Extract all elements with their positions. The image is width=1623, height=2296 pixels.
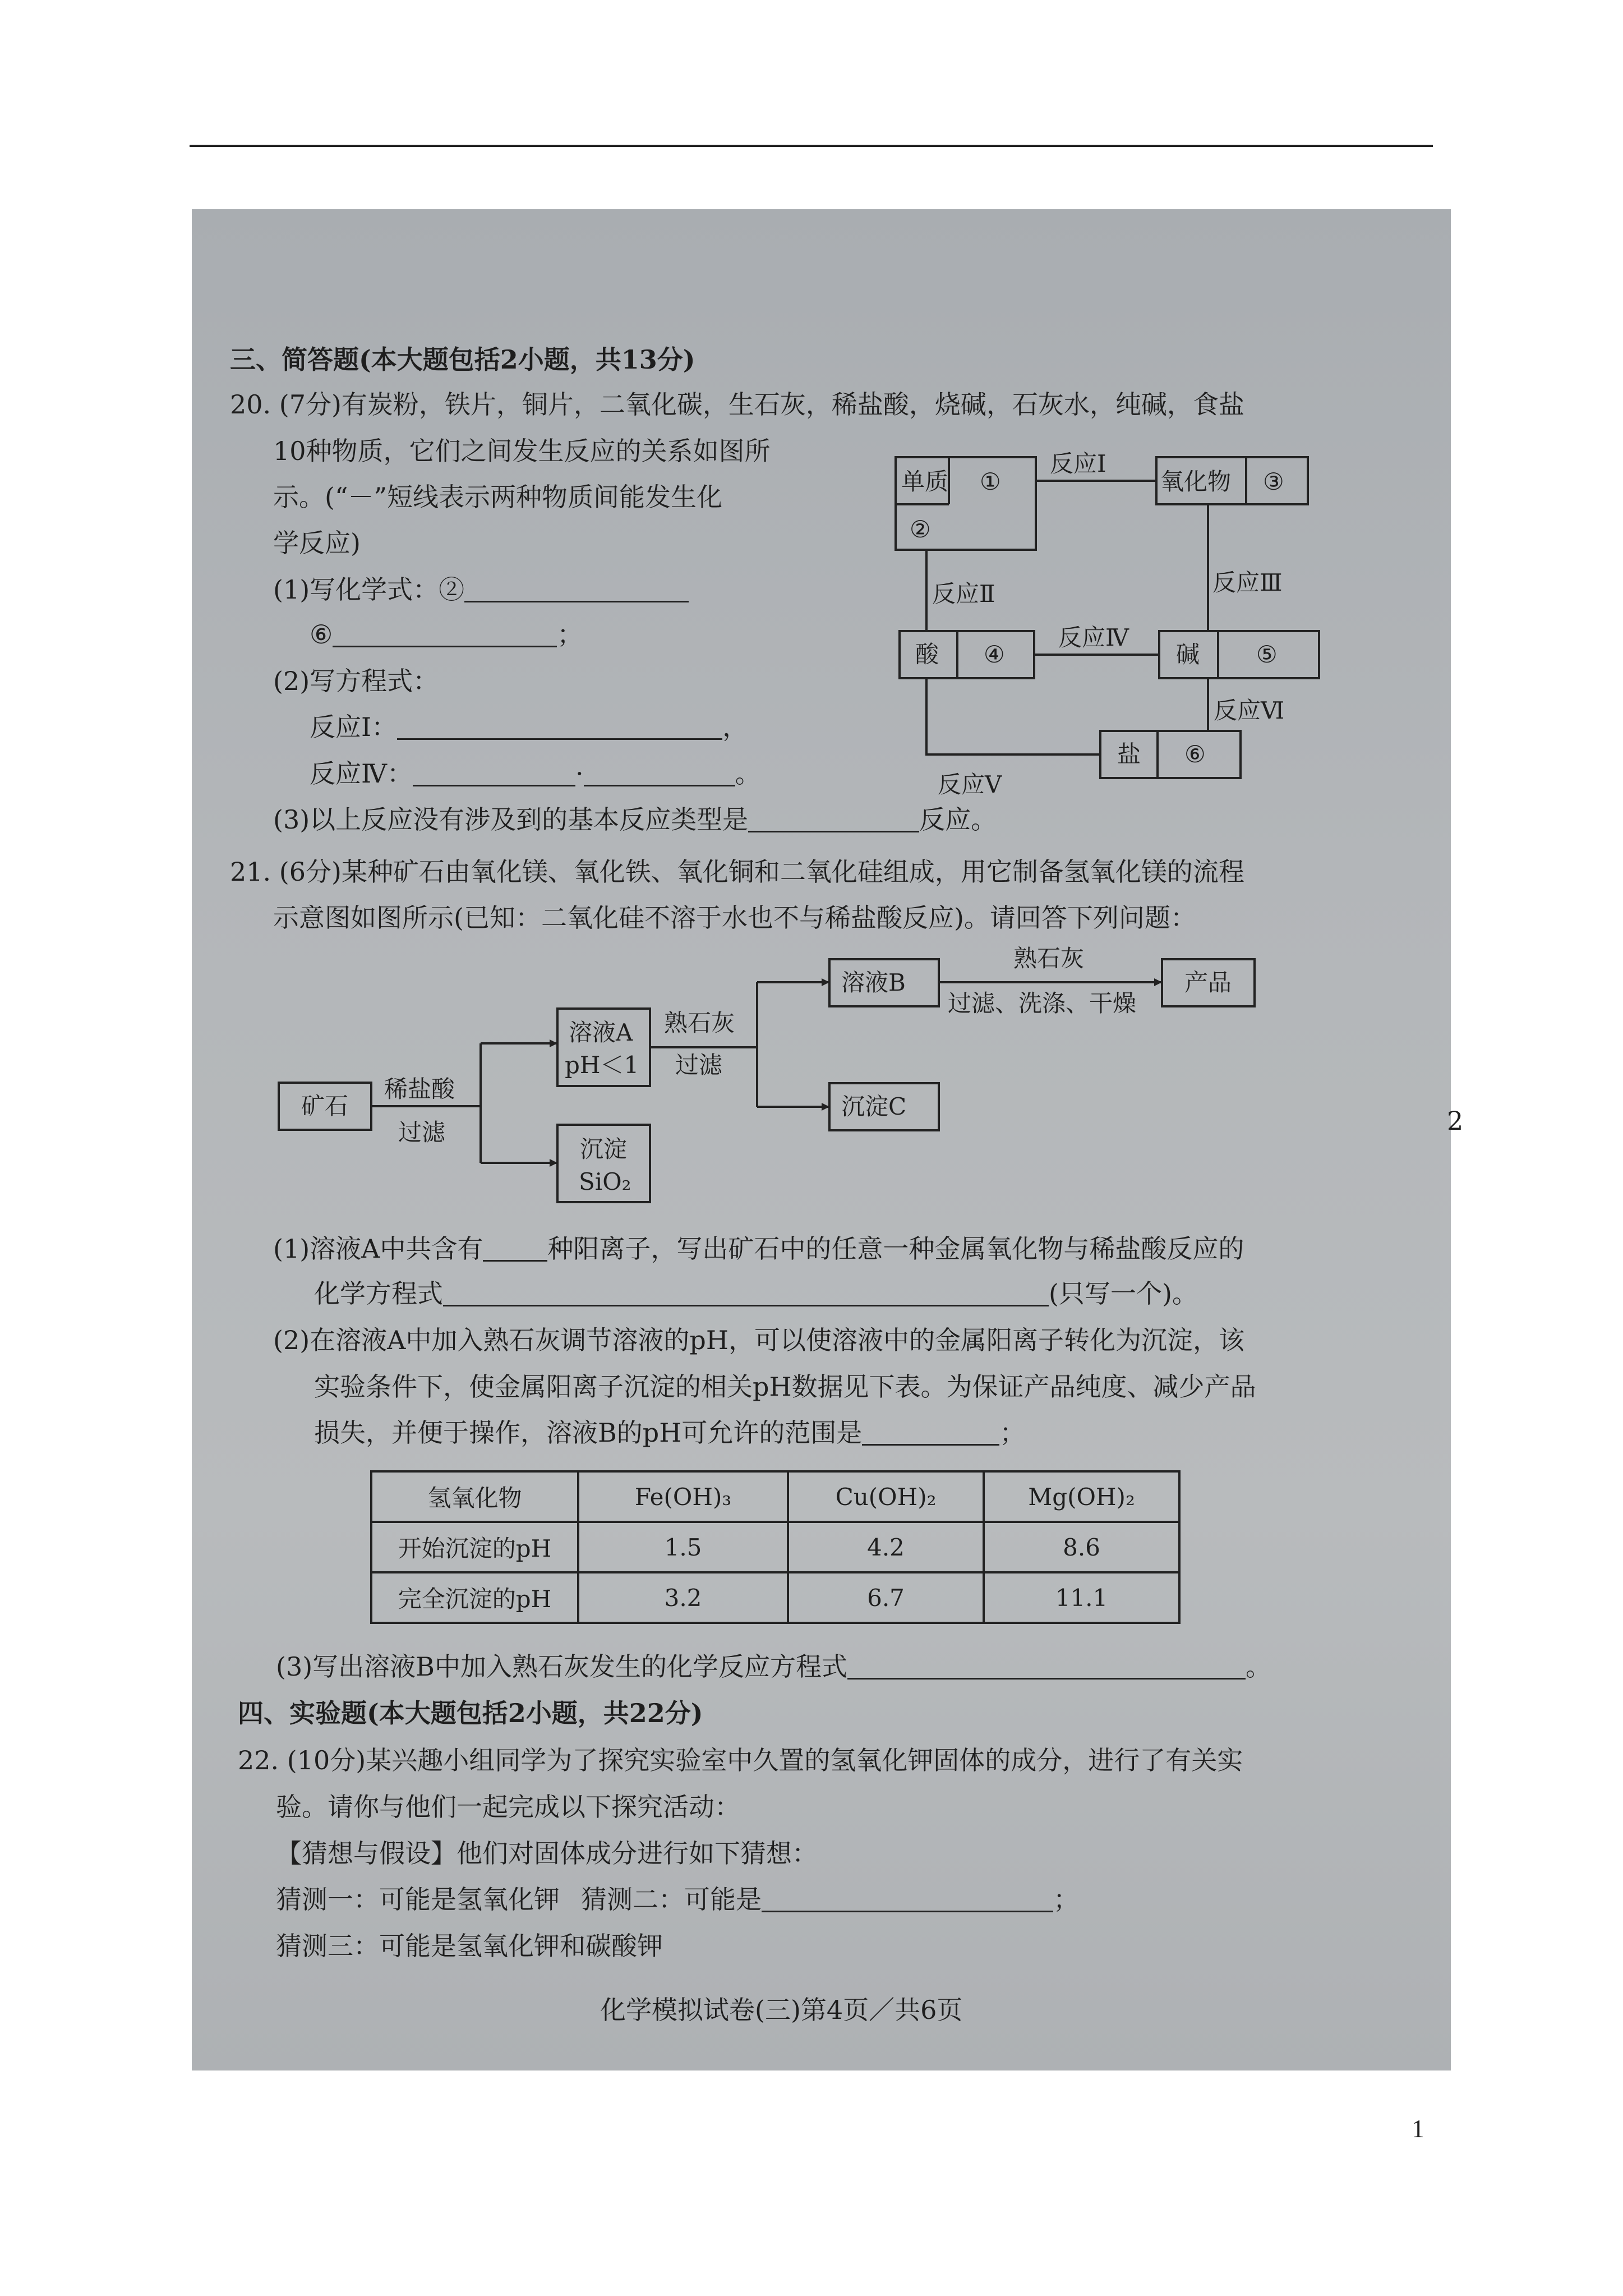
oxide-label: 氧化物 xyxy=(1160,468,1232,495)
q21-blank-ph-range[interactable] xyxy=(862,1421,999,1446)
lime1-label: 熟石灰 xyxy=(664,1009,735,1037)
elem-num1: ① xyxy=(980,468,1001,495)
table-cell: 1.5 xyxy=(578,1522,788,1572)
q22-guess-2: 猜测二：可能是 xyxy=(581,1884,762,1915)
q20-part1b-text: ⑥ xyxy=(310,619,333,650)
table-row xyxy=(371,1572,1179,1623)
q20-line1: 20. (7分)有炭粉，铁片，铜片，二氧化碳，生石灰，稀盐酸，烧碱，石灰水，纯碱，食盐 xyxy=(230,389,1244,420)
q21-part1-d: (只写一个)。 xyxy=(1049,1278,1198,1309)
table-row xyxy=(371,1522,1179,1572)
solution-a-label: 溶液A xyxy=(569,1019,633,1046)
oxide-num3: ③ xyxy=(1263,468,1284,495)
q21-part1 xyxy=(273,1236,1244,1262)
q21-part2-c-end: ； xyxy=(999,1418,1026,1448)
q21-blank-equation[interactable] xyxy=(443,1282,1049,1306)
salt-num6: ⑥ xyxy=(1184,740,1206,768)
acid-step-label: 稀盐酸 xyxy=(384,1075,455,1103)
table-cell: 4.2 xyxy=(788,1522,984,1572)
table-cell: 完全沉淀的pH xyxy=(371,1572,578,1623)
q20-reaction1-end: ， xyxy=(722,712,749,742)
ph-table-header xyxy=(371,1471,1179,1522)
q21-part3-text: (3)写出溶液B中加入熟石灰发生的化学反应方程式 xyxy=(276,1651,847,1682)
q20-reaction-diagram xyxy=(192,209,1451,882)
table-cell: 11.1 xyxy=(984,1572,1179,1623)
reaction-5-label: 反应Ⅴ xyxy=(938,771,1002,798)
q21-part2-c-text: 损失，并便于操作，溶液B的pH可允许的范围是 xyxy=(314,1418,863,1448)
q21-part3-end: 。 xyxy=(1245,1651,1271,1682)
filter1-label: 过滤 xyxy=(398,1119,446,1146)
page-number: 1 xyxy=(1412,2114,1424,2143)
q20-part3-end: 反应。 xyxy=(919,804,997,835)
ph-table-header-cell: 氢氧化物 xyxy=(371,1471,578,1522)
q21-part1-a: (1)溶液A中共含有 xyxy=(273,1234,483,1264)
reaction-3-label: 反应Ⅲ xyxy=(1212,569,1283,596)
base-label: 碱 xyxy=(1176,641,1200,668)
steps-label: 过滤、洗涤、干燥 xyxy=(948,990,1137,1017)
table-cell: 3.2 xyxy=(578,1572,788,1623)
header-rule xyxy=(190,145,1433,147)
edge-mark: 2 xyxy=(1447,1106,1464,1136)
q22-guess-1: 猜测一：可能是氢氧化钾 xyxy=(276,1884,560,1915)
q22-line1: 22. (10分)某兴趣小组同学为了探究实验室中久置的氢氧化钾固体的成分，进行了有关实 xyxy=(238,1745,1243,1775)
q21-blank-lime-equation[interactable] xyxy=(847,1655,1246,1680)
q21-part2-b: 实验条件下，使金属阳离子沉淀的相关pH数据见下表。为保证产品纯度、减少产品 xyxy=(314,1372,1256,1402)
reaction-4-label: 反应Ⅳ xyxy=(1058,624,1129,651)
q20-reaction4-mid: · xyxy=(575,758,584,789)
q21-line1: 21. (6分)某种矿石由氧化镁、氧化铁、氧化铜和二氧化硅组成，用它制备氢氧化镁的流程 xyxy=(230,857,1244,887)
elem-num2: ② xyxy=(910,516,931,543)
page-footer: 化学模拟试卷(三)第4页／共6页 xyxy=(600,1995,963,2025)
q21-line2: 示意图如图所示(已知：二氧化硅不溶于水也不与稀盐酸反应)。请回答下列问题： xyxy=(273,903,1196,933)
q22-guesses-line xyxy=(276,1884,1079,1915)
filter2-label: 过滤 xyxy=(675,1051,723,1079)
q21-part3 xyxy=(276,1651,1271,1682)
ph-table xyxy=(370,1470,1181,1624)
product-label: 产品 xyxy=(1184,969,1232,996)
q22-guess-2-end: ； xyxy=(1053,1884,1079,1915)
q20-reaction4-label: 反应Ⅳ： xyxy=(310,758,413,789)
q21-part1-b: 种阳离子，写出矿石中的任意一种金属氧化物与稀盐酸反应的 xyxy=(547,1234,1244,1264)
q20-part1b-end: ； xyxy=(557,619,583,650)
reaction-2-label: 反应Ⅱ xyxy=(932,580,995,608)
table-cell: 开始沉淀的pH xyxy=(371,1522,578,1572)
table-cell: 6.7 xyxy=(788,1572,984,1623)
q21-part1-c: 化学方程式 xyxy=(314,1278,443,1309)
q20-line2: 10种物质，它们之间发生反应的关系如图所 xyxy=(273,436,771,466)
reaction-1-label: 反应Ⅰ xyxy=(1050,450,1106,477)
q22-hypothesis-heading: 【猜想与假设】他们对固体成分进行如下猜想： xyxy=(276,1838,818,1869)
q20-line4: 学反应) xyxy=(273,528,361,558)
solution-b-label: 溶液B xyxy=(841,969,906,996)
ph-table-header-cell: Mg(OH)₂ xyxy=(984,1471,1179,1522)
sediment-c-label: 沉淀C xyxy=(841,1093,907,1120)
q21-part1-cont xyxy=(314,1278,1198,1309)
scanned-exam-photo xyxy=(192,209,1451,2070)
reaction-6-label: 反应Ⅵ xyxy=(1214,697,1285,724)
q20-reaction4-end: 。 xyxy=(735,758,761,789)
q21-part2-c xyxy=(314,1420,1025,1446)
sediment-sio2-label: SiO₂ xyxy=(579,1168,631,1195)
table-cell: 8.6 xyxy=(984,1522,1179,1572)
q21-blank-ion-count[interactable] xyxy=(483,1237,547,1262)
lime2-label: 熟石灰 xyxy=(1013,945,1085,972)
q21-flow-diagram xyxy=(192,938,1451,1275)
ore-label: 矿石 xyxy=(301,1092,349,1120)
q20-reaction1-label: 反应Ⅰ： xyxy=(310,712,398,742)
q20-line3: 示。(“－”短线表示两种物质间能发生化 xyxy=(273,482,722,512)
section-3-title: 三、简答题(本大题包括2小题，共13分) xyxy=(230,344,695,375)
base-num5: ⑤ xyxy=(1256,641,1278,668)
q20-part3-text: (3)以上反应没有涉及到的基本反应类型是 xyxy=(273,804,749,835)
q22-line2: 验。请你与他们一起完成以下探究活动： xyxy=(276,1792,740,1822)
q22-guess-3: 猜测三：可能是氢氧化钾和碳酸钾 xyxy=(276,1931,663,1961)
elem-label: 单质 xyxy=(901,468,949,495)
q21-part2-a: (2)在溶液A中加入熟石灰调节溶液的pH，可以使溶液中的金属阳离子转化为沉淀，该 xyxy=(273,1325,1244,1355)
acid-num4: ④ xyxy=(984,641,1005,668)
section-4-title: 四、实验题(本大题包括2小题，共22分) xyxy=(238,1698,703,1728)
solution-a-ph: pH＜1 xyxy=(565,1051,639,1079)
sediment-label: 沉淀 xyxy=(580,1135,628,1163)
ph-table-header-cell: Fe(OH)₃ xyxy=(578,1471,788,1522)
salt-label: 盐 xyxy=(1117,740,1141,768)
q22-blank-guess2[interactable] xyxy=(762,1888,1053,1912)
acid-label: 酸 xyxy=(915,641,939,668)
q20-part1-text: (1)写化学式：② xyxy=(273,574,465,605)
q20-part2-label: (2)写方程式： xyxy=(273,666,439,696)
ph-table-header-cell: Cu(OH)₂ xyxy=(788,1471,984,1522)
